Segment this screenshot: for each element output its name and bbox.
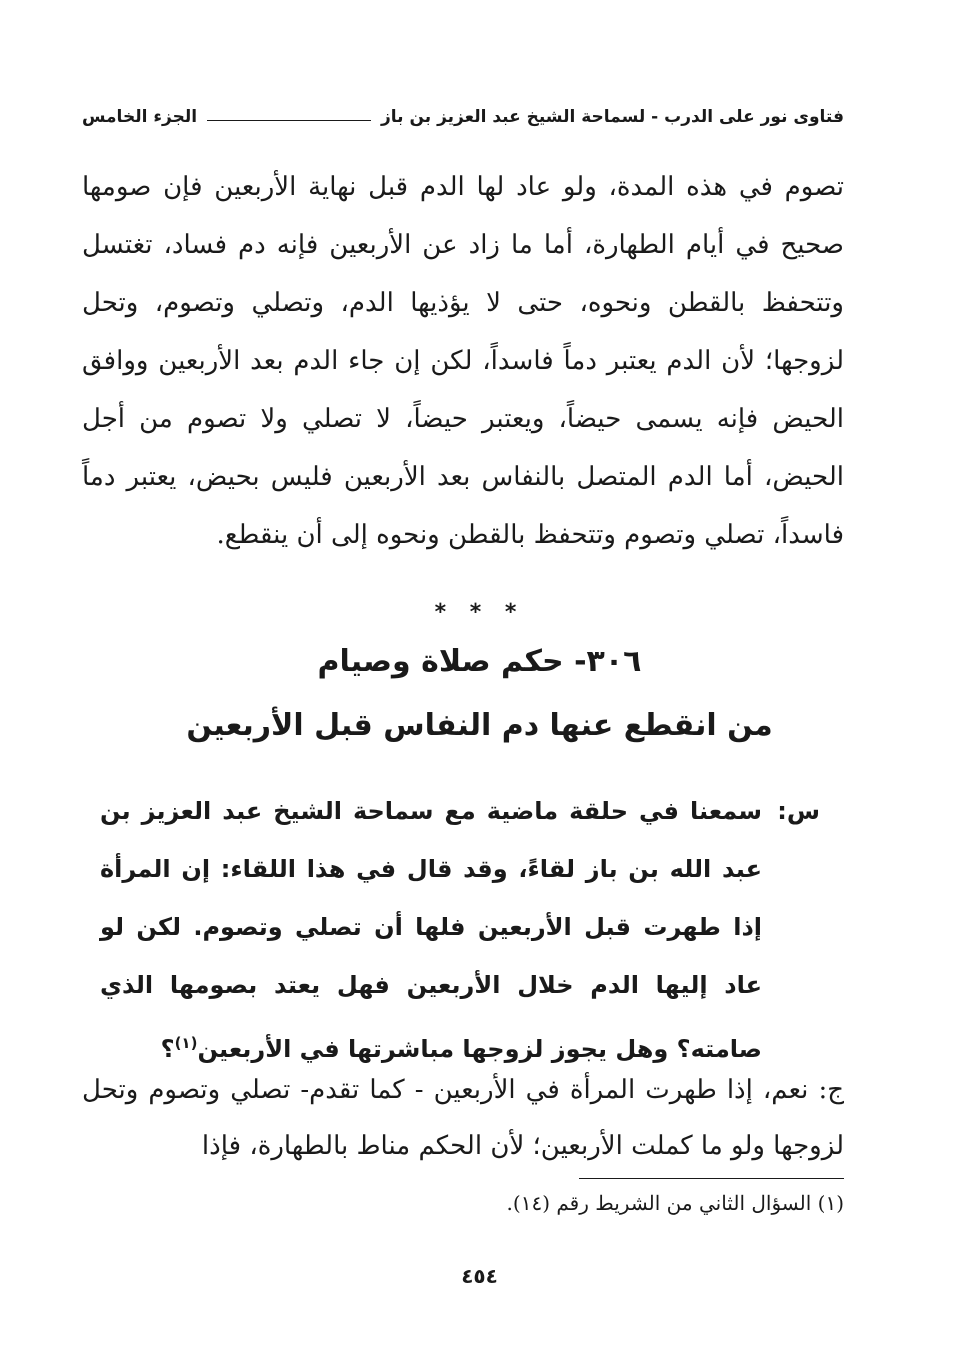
running-header-rule: [207, 120, 371, 121]
answer-block: [82, 1062, 844, 1174]
question-footnote-marker: (١): [174, 1034, 198, 1052]
answer-text: نعم، إذا طهرت المرأة في الأربعين - كما تقدم- تصلي وتصوم وتحل لزوجها ولو ما كملت الأربعين؛ لأن الحكم مناط بالطهارة، فإذا: [82, 1075, 844, 1161]
section-title-line-1: ٣٠٦- حكم صلاة وصيام: [317, 644, 642, 679]
question-text: سمعنا في حلقة ماضية مع سماحة الشيخ عبد العزيز بن عبد الله بن باز لقاءً، وقد قال في هذا اللقاء: إن المرأة إذا طهرت قبل الأربعين فلها أن تصلي وتصوم. لكن لو عاد إليها الدم خلال الأربعين فهل يعتد بصومها الذي صامته؟ وهل يجوز لزوجها مباشرتها في الأربعين: [100, 797, 762, 1063]
answer-label: ج:: [818, 1075, 844, 1105]
footnote: (١) السؤال الثاني من الشريط رقم (١٤).: [506, 1191, 844, 1215]
question-block: [100, 782, 820, 1078]
page-number: ٤٥٤: [461, 1264, 498, 1288]
section-title-line-2: من انقطع عنها دم النفاس قبل الأربعين: [186, 708, 773, 743]
running-header: [82, 100, 844, 134]
section-separator: * * *: [434, 600, 525, 625]
footnote-rule: [579, 1178, 844, 1179]
body-paragraph-1: تصوم في هذه المدة، ولو عاد لها الدم قبل نهاية الأربعين فإن صومها صحيح في أيام الطهارة، أما ما زاد عن الأربعين فإنه دم فساد، تغتسل وتتحفظ بالقطن ونحوه، حتى لا يؤذيها الدم، وتصلي وتصوم، وتحل لزوجها؛ لأن الدم يعتبر دماً فاسداً، لكن إن جاء الدم بعد الأربعين ووافق الحيض فإنه يسمى حيضاً، ويعتبر حيضاً، لا تصلي ولا تصوم من أجل الحيض، أما الدم المتصل بالنفاس بعد الأربعين فليس بحيض، يعتبر دماً فاسداً، تصلي وتصوم وتتحفظ بالقطن ونحوه إلى أن ينقطع.: [82, 172, 844, 550]
question-text-wrapper: [100, 782, 762, 1078]
question-end-mark: ؟: [160, 1035, 175, 1063]
question-label: س:: [777, 797, 820, 825]
running-header-book-title: فتاوى نور على الدرب - لسماحة الشيخ عبد العزيز بن باز: [381, 107, 844, 127]
running-header-volume: الجزء الخامس: [82, 107, 198, 127]
